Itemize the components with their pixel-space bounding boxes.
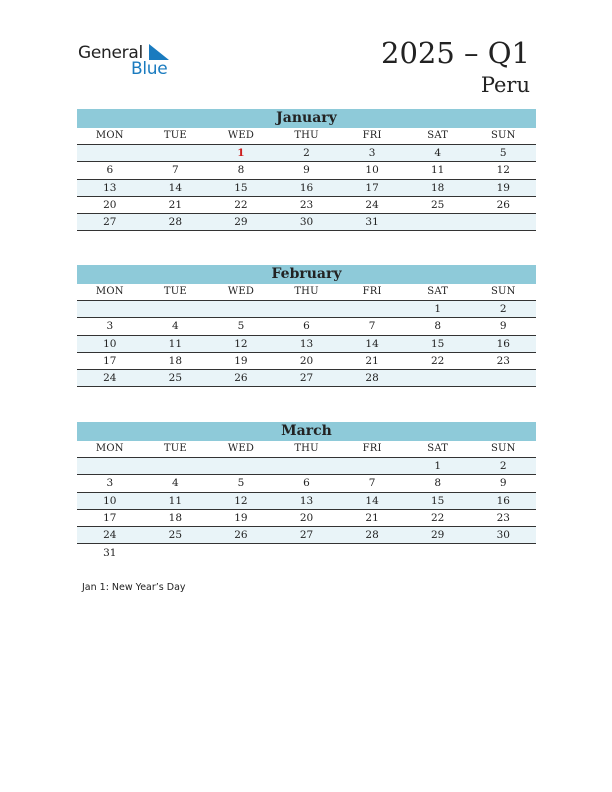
day-cell: 18 bbox=[168, 512, 183, 525]
week-row bbox=[77, 214, 536, 231]
day-cell: 26 bbox=[234, 372, 248, 385]
logo-text-general: General bbox=[78, 43, 143, 63]
week-row bbox=[77, 145, 536, 162]
day-cell: 9 bbox=[499, 477, 507, 490]
week-row bbox=[77, 318, 536, 335]
day-cell: 4 bbox=[172, 320, 179, 333]
weekday-label: WED bbox=[227, 286, 255, 297]
month-title: February bbox=[77, 265, 536, 284]
day-cell: 7 bbox=[172, 164, 179, 177]
day-cell: 19 bbox=[234, 355, 248, 368]
day-cell: 30 bbox=[299, 216, 314, 229]
day-cell: 26 bbox=[496, 199, 510, 212]
week-row bbox=[77, 510, 536, 527]
weekday-header-row bbox=[77, 284, 536, 301]
month-title: January bbox=[77, 109, 536, 128]
day-cell: 13 bbox=[103, 181, 117, 194]
day-cell: 11 bbox=[168, 337, 183, 350]
day-cell: 25 bbox=[430, 199, 445, 212]
weekday-header-row bbox=[77, 128, 536, 145]
day-cell: 11 bbox=[168, 494, 183, 507]
day-cell: 23 bbox=[299, 199, 314, 212]
day-cell: 8 bbox=[434, 477, 442, 490]
day-cell: 23 bbox=[496, 512, 510, 525]
day-cell: 18 bbox=[168, 355, 183, 368]
day-cell: 24 bbox=[365, 199, 379, 212]
logo-text-blue: Blue bbox=[131, 59, 168, 79]
day-cell: 2 bbox=[499, 303, 507, 316]
day-cell: 13 bbox=[299, 494, 314, 507]
day-cell: 22 bbox=[234, 199, 248, 212]
day-cell: 1 bbox=[434, 303, 442, 316]
weekday-label: SUN bbox=[490, 130, 516, 141]
logo-triangle-icon bbox=[147, 44, 169, 60]
weekday-label: WED bbox=[227, 130, 255, 141]
day-cell: 28 bbox=[168, 216, 183, 229]
week-row bbox=[77, 162, 536, 179]
day-cell: 17 bbox=[103, 512, 117, 525]
day-cell: 4 bbox=[172, 477, 179, 490]
day-cell: 3 bbox=[106, 320, 114, 333]
weekday-label: TUE bbox=[163, 286, 187, 297]
weekday-label: FRI bbox=[362, 286, 382, 297]
day-cell: 29 bbox=[430, 529, 445, 542]
month-february bbox=[77, 265, 536, 387]
weekday-label: SAT bbox=[427, 130, 449, 141]
day-cell: 21 bbox=[365, 355, 379, 368]
month-march bbox=[77, 422, 536, 562]
day-cell: 2 bbox=[303, 147, 310, 160]
weekday-label: THU bbox=[294, 130, 319, 141]
day-cell: 15 bbox=[234, 181, 248, 194]
day-cell: 5 bbox=[499, 147, 507, 160]
weekday-label: FRI bbox=[362, 130, 382, 141]
weekday-label: MON bbox=[95, 130, 124, 141]
day-cell: 18 bbox=[430, 181, 445, 194]
day-cell: 1 bbox=[237, 147, 245, 160]
day-cell: 14 bbox=[365, 494, 379, 507]
day-cell: 24 bbox=[103, 529, 117, 542]
day-cell: 10 bbox=[103, 494, 117, 507]
day-cell: 10 bbox=[365, 164, 379, 177]
weekday-label: FRI bbox=[362, 443, 382, 454]
day-cell: 31 bbox=[365, 216, 379, 229]
day-cell: 30 bbox=[496, 529, 510, 542]
day-cell: 28 bbox=[365, 529, 379, 542]
weekday-label: WED bbox=[227, 443, 255, 454]
day-cell: 7 bbox=[368, 477, 376, 490]
holiday-note: Jan 1: New Year’s Day bbox=[82, 582, 186, 593]
day-cell: 2 bbox=[499, 460, 507, 473]
country-name: Peru bbox=[480, 73, 530, 97]
day-cell: 21 bbox=[168, 199, 183, 212]
weekday-label: TUE bbox=[163, 443, 187, 454]
day-cell: 20 bbox=[103, 199, 117, 212]
day-cell: 26 bbox=[234, 529, 248, 542]
month-title: March bbox=[77, 422, 536, 441]
week-row bbox=[77, 475, 536, 492]
week-row bbox=[77, 370, 536, 387]
day-cell: 14 bbox=[365, 337, 379, 350]
day-cell: 17 bbox=[103, 355, 117, 368]
day-cell: 23 bbox=[496, 355, 510, 368]
day-cell: 19 bbox=[234, 512, 248, 525]
weekday-label: THU bbox=[294, 286, 319, 297]
day-cell: 16 bbox=[496, 337, 510, 350]
week-row bbox=[77, 301, 536, 318]
day-cell: 21 bbox=[365, 512, 379, 525]
day-cell: 4 bbox=[434, 147, 442, 160]
day-cell: 27 bbox=[103, 216, 117, 229]
day-cell: 27 bbox=[299, 372, 314, 385]
week-row bbox=[77, 527, 536, 544]
day-cell: 20 bbox=[299, 355, 314, 368]
weekday-header-row bbox=[77, 441, 536, 458]
day-cell: 10 bbox=[103, 337, 117, 350]
day-cell: 3 bbox=[368, 147, 376, 160]
week-row bbox=[77, 197, 536, 214]
day-cell: 29 bbox=[234, 216, 248, 229]
day-cell: 8 bbox=[434, 320, 442, 333]
weekday-label: TUE bbox=[163, 130, 187, 141]
day-cell: 12 bbox=[234, 494, 248, 507]
day-cell: 1 bbox=[434, 460, 442, 473]
day-cell: 20 bbox=[299, 512, 314, 525]
day-cell: 27 bbox=[299, 529, 314, 542]
day-cell: 22 bbox=[430, 355, 445, 368]
day-cell: 6 bbox=[303, 477, 310, 490]
day-cell: 16 bbox=[496, 494, 510, 507]
day-cell: 12 bbox=[496, 164, 510, 177]
day-cell: 17 bbox=[365, 181, 379, 194]
day-cell: 19 bbox=[496, 181, 510, 194]
day-cell: 5 bbox=[237, 477, 245, 490]
weekday-label: SAT bbox=[427, 286, 449, 297]
weekday-label: THU bbox=[294, 443, 319, 454]
day-cell: 14 bbox=[168, 181, 183, 194]
week-row bbox=[77, 458, 536, 475]
week-row bbox=[77, 353, 536, 370]
weekday-label: MON bbox=[95, 443, 124, 454]
day-cell: 13 bbox=[299, 337, 314, 350]
day-cell: 6 bbox=[106, 164, 114, 177]
weekday-label: SUN bbox=[490, 286, 516, 297]
day-cell: 31 bbox=[103, 547, 117, 560]
day-cell: 3 bbox=[106, 477, 114, 490]
month-january bbox=[77, 109, 536, 231]
generalblue-logo bbox=[78, 40, 188, 80]
page-title: 2025 – Q1 bbox=[381, 36, 530, 70]
day-cell: 11 bbox=[430, 164, 445, 177]
week-row bbox=[77, 336, 536, 353]
weekday-label: MON bbox=[95, 286, 124, 297]
weekday-label: SUN bbox=[490, 443, 516, 454]
day-cell: 25 bbox=[168, 529, 183, 542]
week-row bbox=[77, 493, 536, 510]
day-cell: 15 bbox=[430, 494, 445, 507]
day-cell: 24 bbox=[103, 372, 117, 385]
day-cell: 12 bbox=[234, 337, 248, 350]
week-row bbox=[77, 544, 536, 561]
day-cell: 9 bbox=[303, 164, 310, 177]
day-cell: 28 bbox=[365, 372, 379, 385]
day-cell: 9 bbox=[499, 320, 507, 333]
day-cell: 25 bbox=[168, 372, 183, 385]
week-row bbox=[77, 180, 536, 197]
day-cell: 8 bbox=[237, 164, 245, 177]
weekday-label: SAT bbox=[427, 443, 449, 454]
day-cell: 22 bbox=[430, 512, 445, 525]
day-cell: 6 bbox=[303, 320, 310, 333]
day-cell: 7 bbox=[368, 320, 376, 333]
day-cell: 5 bbox=[237, 320, 245, 333]
day-cell: 16 bbox=[299, 181, 314, 194]
day-cell: 15 bbox=[430, 337, 445, 350]
